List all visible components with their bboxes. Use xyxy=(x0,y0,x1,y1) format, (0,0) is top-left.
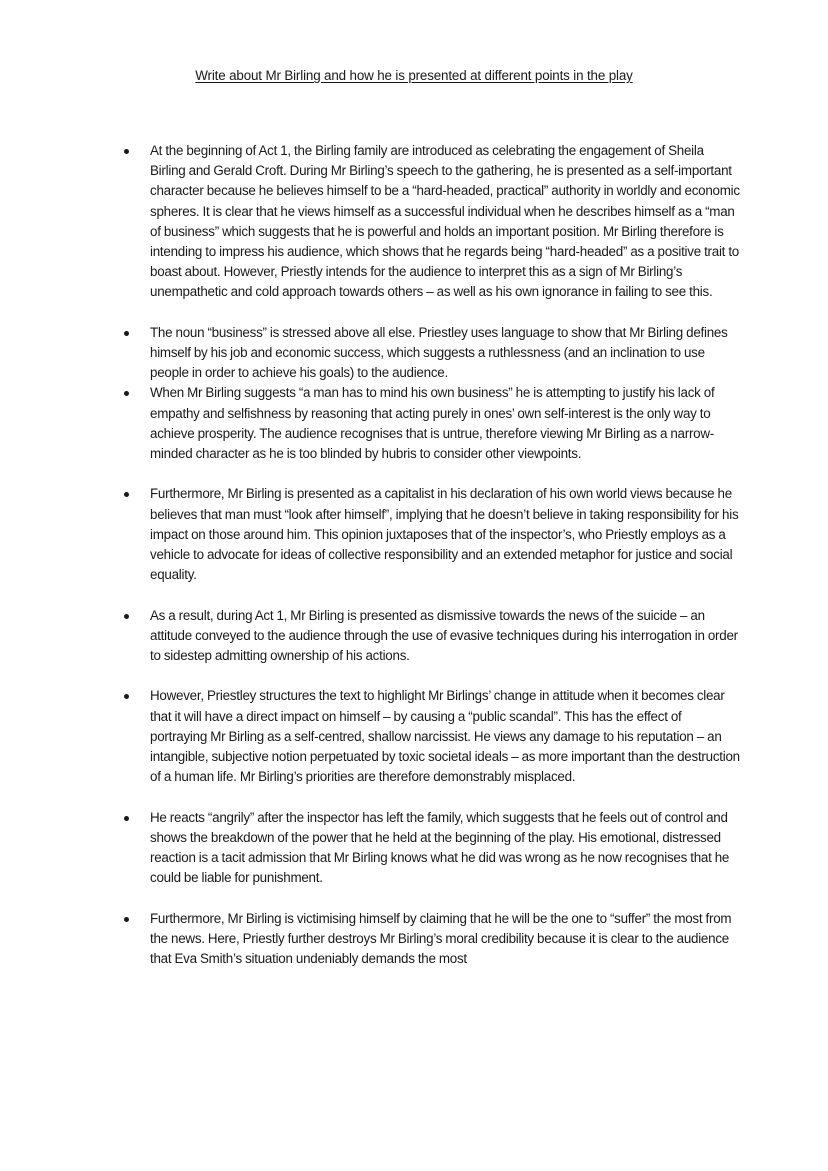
bullet-text: Furthermore, Mr Birling is victimising himself by claiming that he will be the one to “suffer” the most from the news. Here, Priestly further destroys Mr Birling’s moral credibility because it is clear to the audience that Eva Smith’s situation undeniably demands the most xyxy=(150,910,732,967)
bullet-text: The noun “business” is stressed above all else. Priestley uses language to show that Mr Birling defines himself by his job and economic success, which suggests a ruthlessness (and an inclination to use people in order to achieve his goals) to the audience. xyxy=(150,324,728,381)
bullet-item-capitalist xyxy=(150,484,740,585)
document-title: Write about Mr Birling and how he is presented at different points in the play xyxy=(195,68,633,83)
bullet-icon xyxy=(124,149,129,154)
bullet-text: When Mr Birling suggests “a man has to mind his own business” he is attempting to justify his lack of empathy and selfishness by reasoning that acting purely in ones’ own self-interest is the only way to achieve prosperity. The audience recognises that is untrue, therefore viewing Mr Birling as a narrow-minded character as he is too blinded by hubris to consider other viewpoints. xyxy=(150,385,715,462)
bullet-item-act1-introduction xyxy=(150,141,740,303)
bullet-icon xyxy=(124,917,129,922)
essay-bullet-list xyxy=(150,141,740,969)
bullet-text: Furthermore, Mr Birling is presented as a capitalist in his declaration of his own world views because he believes that man must “look after himself”, implying that he doesn’t believe in taking responsibility for his impact on those around him. This opinion juxtaposes that of the inspector’s, who Priestly employs as a vehicle to advocate for ideas of collective responsibility and an extended metaphor for justice and social equality. xyxy=(150,486,739,583)
bullet-icon xyxy=(124,614,129,619)
bullet-text: As a result, during Act 1, Mr Birling is presented as dismissive towards the news of the suicide – an attitude conveyed to the audience through the use of evasive techniques during his interrogation in order to sidestep admitting ownership of his actions. xyxy=(150,607,738,664)
bullet-icon xyxy=(124,492,129,497)
bullet-item-reacts-angrily xyxy=(150,808,740,889)
bullet-icon xyxy=(124,694,129,699)
bullet-item-dismissive xyxy=(150,606,740,667)
bullet-item-mind-own-business xyxy=(150,383,740,464)
bullet-icon xyxy=(124,331,129,336)
bullet-item-noun-business xyxy=(150,323,740,384)
bullet-icon xyxy=(124,391,129,396)
bullet-text: He reacts “angrily” after the inspector has left the family, which suggests that he feels out of control and shows the breakdown of the power that he held at the beginning of the play. His emotional, distressed reaction is a tacit admission that Mr Birling knows what he did was wrong as he now recognises that he could be liable for punishment. xyxy=(150,809,730,886)
bullet-text: At the beginning of Act 1, the Birling family are introduced as celebrating the engagement of Sheila Birling and Gerald Croft. During Mr Birling’s speech to the gathering, he is presented as a self-important character because he believes himself to be a “hard-headed, practical” authority in worldly and economic spheres. It is clear that he views himself as a successful individual when he describes himself as a “man of business” which suggests that he is powerful and holds an important position. Mr Birling therefore is intending to impress his audience, which shows that he regards being “hard-headed” as a positive trait to boast about. However, Priestly intends for the audience to interpret this as a sign of Mr Birling’s unempathetic and cold approach towards others – as well as his own ignorance in failing to see this. xyxy=(150,143,740,300)
bullet-item-change-in-attitude xyxy=(150,686,740,787)
bullet-icon xyxy=(124,816,129,821)
bullet-item-victimising xyxy=(150,909,740,970)
bullet-text: However, Priestley structures the text to highlight Mr Birlings’ change in attitude when it becomes clear that it will have a direct impact on himself – by causing a “public scandal”. This has the effect of portraying Mr Birling as a self-centred, shallow narcissist. He views any damage to his reputation – an intangible, subjective notion perpetuated by toxic societal ideals – as more important than the destruction of a human life. Mr Birling’s priorities are therefore demonstrably misplaced. xyxy=(150,688,740,785)
